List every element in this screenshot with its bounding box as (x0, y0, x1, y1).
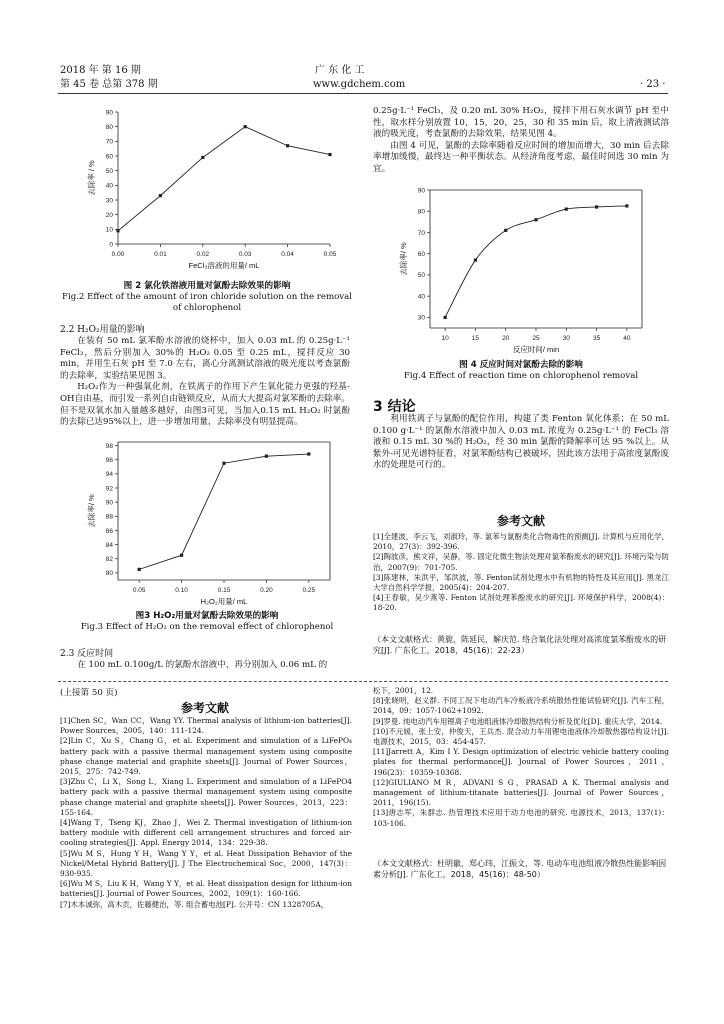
fig3-x-tick-label: 0.10 (175, 587, 188, 594)
fig4-data-point (565, 208, 568, 211)
fig2-y-tick-label: 80 (105, 123, 113, 131)
fig4-y-axis-label: 去除率/ % (399, 242, 408, 276)
reference-item: [8]张晓明，赵义群. 不同工况下电动汽车冷板液冷系统散热性能试验研究[J]. 汽车工程，2014，09：1057-1062+1092. (373, 696, 669, 716)
section-2-2-para-1: 在装有 50 mL 氯苯酚水溶液的烧杯中，加入 0.03 mL 的 0.25g·L⁻¹ FeCl₃，然后分别加入 30%的 H₂O₂ 0.05 至 0.25 mL，搅拌反应 30 min，并用生石灰 pH 至 7.0 左右，离心分离测试溶液的吸光度以考查氯酚的去除率，实验结果见图 3。 (60, 336, 350, 381)
fig2-x-axis-label: FeCl₃溶液的用量/ mL (188, 261, 260, 270)
fig2-y-tick-label: 40 (105, 182, 113, 190)
fig3-y-tick-label: 88 (105, 513, 113, 521)
fig4-series-line (445, 206, 627, 317)
reference-item: [2]Lin C，Xu S，Chang G，et al. Experiment and simulation of a LiFePO₄ battery pack with a passive thermal management system using composite phase change material and graphite sheets[J]. Journal of Power Sources，2015，275：742-749. (60, 736, 352, 777)
fig3-caption-cn: 图3 H₂O₂用量对氯酚去除效果的影响 (135, 611, 279, 621)
fig2-data-point (328, 153, 331, 156)
fig2-y-tick-label: 70 (105, 138, 113, 146)
fig3-y-tick-label: 92 (105, 485, 113, 493)
reference-item: [3]Zhu C，Li X，Song L，Xiang L. Experiment and simulation of a LiFePO4 battery pack with a passive thermal management system using composite phase change material and graphite sheets[J]. Power Sources，2013，223：155-164. (60, 777, 352, 817)
fig4-y-tick-label: 50 (417, 272, 425, 280)
bottom-references-title: 参考文献 (180, 701, 229, 715)
fig3-chart (80, 434, 340, 610)
bottom-citation-format: （本文文献格式：杜明徽，郑心玮，江振文，等. 电动车电池组液冷散热性能影响因素分析[J]. 广东化工，2018，45(16)：48-50） (373, 859, 667, 879)
fig4-x-axis-label: 反应时间/ min (512, 345, 560, 354)
references-title: 参考文献 (496, 514, 545, 528)
fig3-y-axis-label: 去除率/ % (87, 494, 96, 528)
right-para-2: 由图 4 可见，氯酚的去除率随着反应时间的增加而增大，30 min 后去除率增加缓慢，最终达一种平衡状态。从经济角度考虑，最佳时间选 30 min 为宜。 (373, 140, 669, 174)
section-2-2-title: 2.2 H₂O₂用量的影响 (60, 325, 145, 335)
fig4-data-point (595, 205, 598, 208)
fig2-x-tick-label: 0.00 (111, 251, 125, 258)
reference-item: [10]不元媛，张上安，仲俊天，王兵杰. 混合动力车用锂电池液体冷却散热器结构设计[J]. 电源技术，2015，03：454-457. (373, 726, 669, 747)
fig4-x-tick-label: 35 (592, 335, 601, 342)
fig2-x-tick-label: 0.01 (154, 251, 167, 258)
article-divider (58, 681, 668, 682)
header-url: www.gdchem.com (313, 79, 406, 90)
reference-item: [7]木本诚弥，高木贡，佐藤健治，等. 组合蓄电池[P]. 公开号：CN 1328705A， (60, 899, 329, 909)
reference-item: [11]Jarrett A，Kim I Y. Design optimization of electric vehicle battery cooling plates for thermal performance[J]. Journal of Power Sources，2011，196(23)：10359-10368. (373, 747, 669, 777)
header-rule (58, 93, 668, 94)
fig3-x-tick-label: 0.15 (217, 587, 231, 594)
continued-note: (上接第 50 页) (60, 688, 118, 698)
fig4-data-point (534, 218, 537, 221)
fig2-x-tick-label: 0.02 (196, 251, 210, 258)
section-2-3-title: 2.3 反应时间 (60, 649, 114, 659)
fig2-data-point (201, 156, 204, 159)
fig2-y-tick-label: 90 (105, 109, 113, 117)
section-3-para: 利用铁离子与氯酚的配位作用，构建了类 Fenton 氧化体系；在 50 mL 0.100 g·L⁻¹ 的氯酚水溶液中加入 0.03 mL 浓度为 0.25g·L⁻¹ 的 FeCl₃ 溶液和 0.15 mL 30 %的 H₂O₂，经 30 min 氯酚的降解率可达 95 %以上。从紫外-可见光谱特征看，对氯苯酚结构已被破坏，因此该方法用于高浓度氯酚废水的处理是可行的。 (373, 414, 669, 471)
fig2-x-tick-label: 0.03 (238, 251, 252, 258)
section-3-title: 3 结论 (373, 399, 416, 415)
header-volume: 第 45 卷 总第 378 期 (60, 79, 158, 90)
fig4-data-point (474, 258, 477, 261)
fig3-data-point (222, 462, 225, 465)
fig4-x-tick-label: 25 (532, 335, 540, 342)
fig4-x-tick-label: 15 (471, 335, 480, 342)
fig3-data-point (138, 568, 141, 571)
header-journal: 广 东 化 工 (315, 65, 365, 76)
fig2-y-axis-label: 去除率 / % (87, 160, 96, 196)
reference-item: [6]Wu M S，Liu K H，Wang Y Y，et al. Heat dissipation design for lithium-ion batteries[J]. Journal of Power Sources，2002，109(1)：160-166. (60, 879, 352, 899)
fig3-y-tick-label: 86 (105, 527, 113, 535)
reference-item: [1]全建波，李云飞，刘淑玲，等. 氯苯与氯酚类化合物毒性的预测[J]. 计算机与应用化学，2010，27(3)：392-396. (373, 532, 669, 552)
header-year-issue: 2018 年 第 16 期 (60, 65, 141, 76)
fig2-y-tick-label: 50 (105, 167, 113, 175)
fig3-data-point (307, 452, 310, 455)
reference-item: [5]Wu M S，Hung Y H，Wang Y Y，et al. Heat Dissipation Behavior of the Nickel/Metal Hybrid Battery[J]. J The Electrochemical Soc，2000，147(3)：930-935. (60, 848, 352, 879)
citation-format: （本文文献格式：黄旎，陈延民，解庆范. 络合氧化法处理对高浓度氯苯酚废水的研究[J]. 广东化工，2018，45(16)：22-23） (373, 635, 667, 655)
reference-item: [2]陶波彦，熊文祥，吴静，等. 固定化微生物法处理对氯苯酚废水的研究[J]. 环境污染与防治，2007(9)：701-705. (373, 552, 669, 572)
reference-item: [9]罗曼. 纯电动汽车用锂离子电池组液体冷却散热结构分析及优化[D]. 重庆大学，2014. (373, 716, 663, 726)
fig4-data-point (504, 229, 507, 232)
bottom-references-right (373, 686, 669, 829)
fig3-data-point (180, 554, 183, 557)
fig3-y-tick-label: 98 (105, 442, 113, 450)
reference-item: [4]Wang T，Tseng KJ，Zhao J，Wei Z. Thermal investigation of lithium-ion battery module with different cell arrangement structures and forced air-cooling strategies[J]. Appl. Energy 2014，134：229-38. (60, 818, 352, 848)
fig2-data-point (286, 144, 289, 147)
reference-item: [13]唐志军，朱群志. 热管理技术应用于动力电池的研究. 电源技术，2013，137(1)：103-106. (373, 808, 669, 828)
fig2-y-tick-label: 10 (105, 226, 113, 234)
fig2-caption-en-2: of chlorophenol (172, 303, 242, 313)
fig3-series-line (139, 454, 309, 569)
fig4-chart (392, 182, 652, 358)
section-2-2-para-2: H₂O₂作为一种强氧化剂，在铁离子的作用下产生氧化能力更强的羟基-OH自由基，而引发一系列自由链锁反应，从而大大提高对氯苯酚的去除率。但不是双氧水加入量越多越好，由图3可见，当加入0.15 mL H₂O₂ 时氯酚的去除已达95%以上，进一步增加用量，去除率没有明显提高。 (60, 382, 350, 428)
fig4-x-tick-label: 10 (441, 335, 449, 342)
fig4-x-tick-label: 20 (502, 335, 510, 342)
fig4-caption-en: Fig.4 Effect of reaction time on chlorophenol removal (403, 371, 639, 381)
fig4-y-tick-label: 30 (417, 314, 425, 322)
fig4-y-tick-label: 90 (417, 187, 425, 195)
fig3-x-axis-label: H₂O₂用量/ mL (200, 597, 248, 606)
fig2-y-tick-label: 30 (105, 197, 113, 205)
fig3-y-tick-label: 80 (105, 570, 113, 578)
reference-item: [1]Chen SC，Wan CC，Wang YY. Thermal analysis of lithium-ion batteries[J]. Power Sources，2005，140：111-124. (60, 716, 352, 736)
fig2-y-tick-label: 0 (109, 241, 113, 249)
fig3-y-tick-label: 96 (105, 456, 113, 464)
fig2-caption-cn: 图 2 氯化铁溶液用量对氯酚去除效果的影响 (123, 281, 291, 291)
fig2-x-tick-label: 0.04 (281, 251, 294, 258)
reference-item: 松下，2001，12. (373, 686, 434, 695)
fig3-y-tick-label: 94 (105, 471, 113, 479)
fig3-y-tick-label: 84 (105, 541, 113, 549)
fig4-x-tick-label: 40 (623, 335, 631, 342)
fig4-data-point (625, 204, 628, 207)
fig2-y-tick-label: 60 (105, 153, 113, 161)
fig3-y-tick-label: 82 (105, 556, 113, 564)
fig4-data-point (444, 316, 447, 319)
fig2-y-tick-label: 20 (105, 211, 113, 219)
header-page-number: · 23 · (640, 79, 666, 90)
fig2-data-point (159, 194, 162, 197)
fig2-data-point (244, 125, 247, 128)
fig3-x-tick-label: 0.05 (132, 587, 146, 594)
fig4-caption-cn: 图 4 反应时间对氯酚去除的影响 (459, 360, 583, 370)
reference-item: [4]王春敏，吴少燕等. Fenton 试剂处理苯酚废水的研究[J]. 环境保护科学，2008(4)：18-20. (373, 593, 669, 613)
fig4-y-tick-label: 80 (417, 208, 425, 216)
fig2-chart (80, 104, 340, 284)
reference-item: [12]GIULIANO M R，ADVANI S G，PRASAD A K. Thermal analysis and management of lithium-titanate batteries[J]. Journal of Power Sources，2011，196(15). (373, 777, 669, 808)
bottom-references-left (60, 716, 352, 910)
fig4-y-tick-label: 70 (417, 229, 425, 237)
references-list (373, 532, 669, 614)
fig3-caption-en: Fig.3 Effect of H₂O₂ on the removal effect of chlorophenol (80, 622, 334, 632)
fig3-data-point (265, 455, 268, 458)
fig3-y-tick-label: 90 (105, 499, 113, 507)
fig4-y-tick-label: 60 (417, 250, 425, 258)
section-2-3-para-1: 在 100 mL 0.100g/L 的氯酚水溶液中，再分别加入 0.06 mL 的 (77, 660, 328, 670)
fig3-x-tick-label: 0.20 (260, 587, 273, 594)
fig2-data-point (116, 229, 119, 232)
fig2-caption-en-1: Fig.2 Effect of the amount of iron chloride solution on the removal (61, 292, 353, 302)
fig4-y-tick-label: 40 (417, 293, 425, 301)
fig2-x-tick-label: 0.05 (323, 251, 337, 258)
reference-item: [3]陈建林，朱洪平，邹洪波，等. Fenton试剂处理水中有机物的特性及其应用[J]. 黑龙江大学自然科学学报，2005(4)：204-207. (373, 572, 669, 593)
right-para-continued: 0.25g·L⁻¹ FeCl₃，及 0.20 mL 30% H₂O₂，搅拌下用石灰水调节 pH 至中性，取水样分别放置 10，15，20，25，30 和 35 min 后，取上清液测试溶液的吸光度，考查氯酚的去除效果，结果见图 4。 (373, 106, 669, 140)
fig2-series-line (118, 127, 330, 231)
fig4-x-tick-label: 30 (562, 335, 570, 342)
fig3-x-tick-label: 0.25 (302, 587, 316, 594)
